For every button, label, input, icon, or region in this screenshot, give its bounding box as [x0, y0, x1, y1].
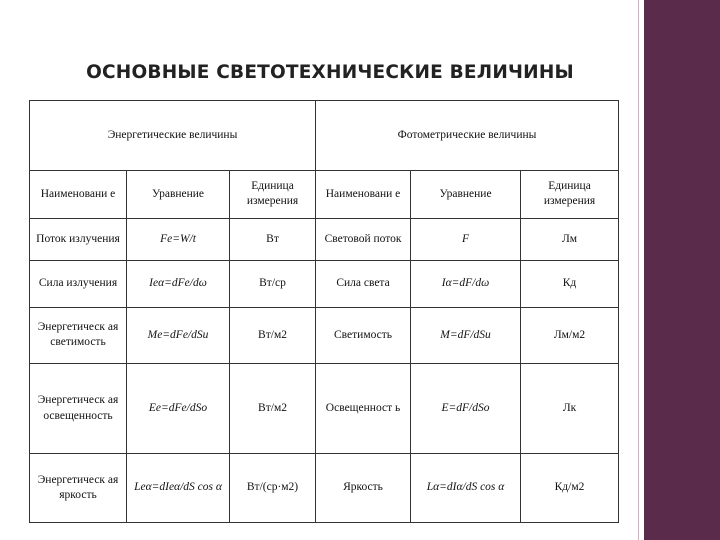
table-cell: Вт	[230, 218, 316, 260]
table-cell: Энергетическ ая яркость	[30, 454, 127, 523]
table-cell: Лм	[521, 218, 619, 260]
column-header: Единица измерения	[230, 170, 316, 218]
table-cell: Me=dFe/dSи	[127, 307, 230, 363]
table-cell: Энергетическ ая освещенность	[30, 364, 127, 454]
table-cell: Вт/м2	[230, 307, 316, 363]
group-header-row	[30, 101, 619, 171]
table-cell: E=dF/dSo	[411, 364, 521, 454]
table-cell: Сила излучения	[30, 261, 127, 308]
quantities-table	[29, 100, 619, 523]
table-cell: Световой поток	[316, 218, 411, 260]
table-cell: Сила света	[316, 261, 411, 308]
table-cell: Ee=dFe/dSo	[127, 364, 230, 454]
table-cell: Кд/м2	[521, 454, 619, 523]
table-cell: Светимость	[316, 307, 411, 363]
table-row	[30, 261, 619, 308]
table-cell: Ieα=dFe/dω	[127, 261, 230, 308]
table-cell: Iα=dF/dω	[411, 261, 521, 308]
table-cell: Яркость	[316, 454, 411, 523]
column-header: Уравнение	[127, 170, 230, 218]
table-cell: Энергетическ ая светимость	[30, 307, 127, 363]
table-cell: M=dF/dSи	[411, 307, 521, 363]
table-cell: Лк	[521, 364, 619, 454]
table-cell: Вт/ср	[230, 261, 316, 308]
table-row	[30, 454, 619, 523]
table-row	[30, 218, 619, 260]
table-cell: Fe=W/t	[127, 218, 230, 260]
column-header: Уравнение	[411, 170, 521, 218]
table-cell: Lα=dIα/dS cos α	[411, 454, 521, 523]
table-row	[30, 307, 619, 363]
column-header: Единица измерения	[521, 170, 619, 218]
table-cell: Освещенност ь	[316, 364, 411, 454]
slide-title: ОСНОВНЫЕ СВЕТОТЕХНИЧЕСКИЕ ВЕЛИЧИНЫ	[86, 62, 574, 83]
table-cell: Вт/м2	[230, 364, 316, 454]
table-cell: Leα=dIeα/dS cos α	[127, 454, 230, 523]
table-cell: F	[411, 218, 521, 260]
table-cell: Вт/(ср·м2)	[230, 454, 316, 523]
table-row	[30, 364, 619, 454]
table-cell: Поток излучения	[30, 218, 127, 260]
table-cell: Лм/м2	[521, 307, 619, 363]
column-header: Наименовани е	[316, 170, 411, 218]
column-header: Наименовани е	[30, 170, 127, 218]
column-header-row	[30, 170, 619, 218]
group-header-energy: Энергетические величины	[30, 101, 316, 171]
table-cell: Кд	[521, 261, 619, 308]
group-header-photometric: Фотометрические величины	[316, 101, 619, 171]
